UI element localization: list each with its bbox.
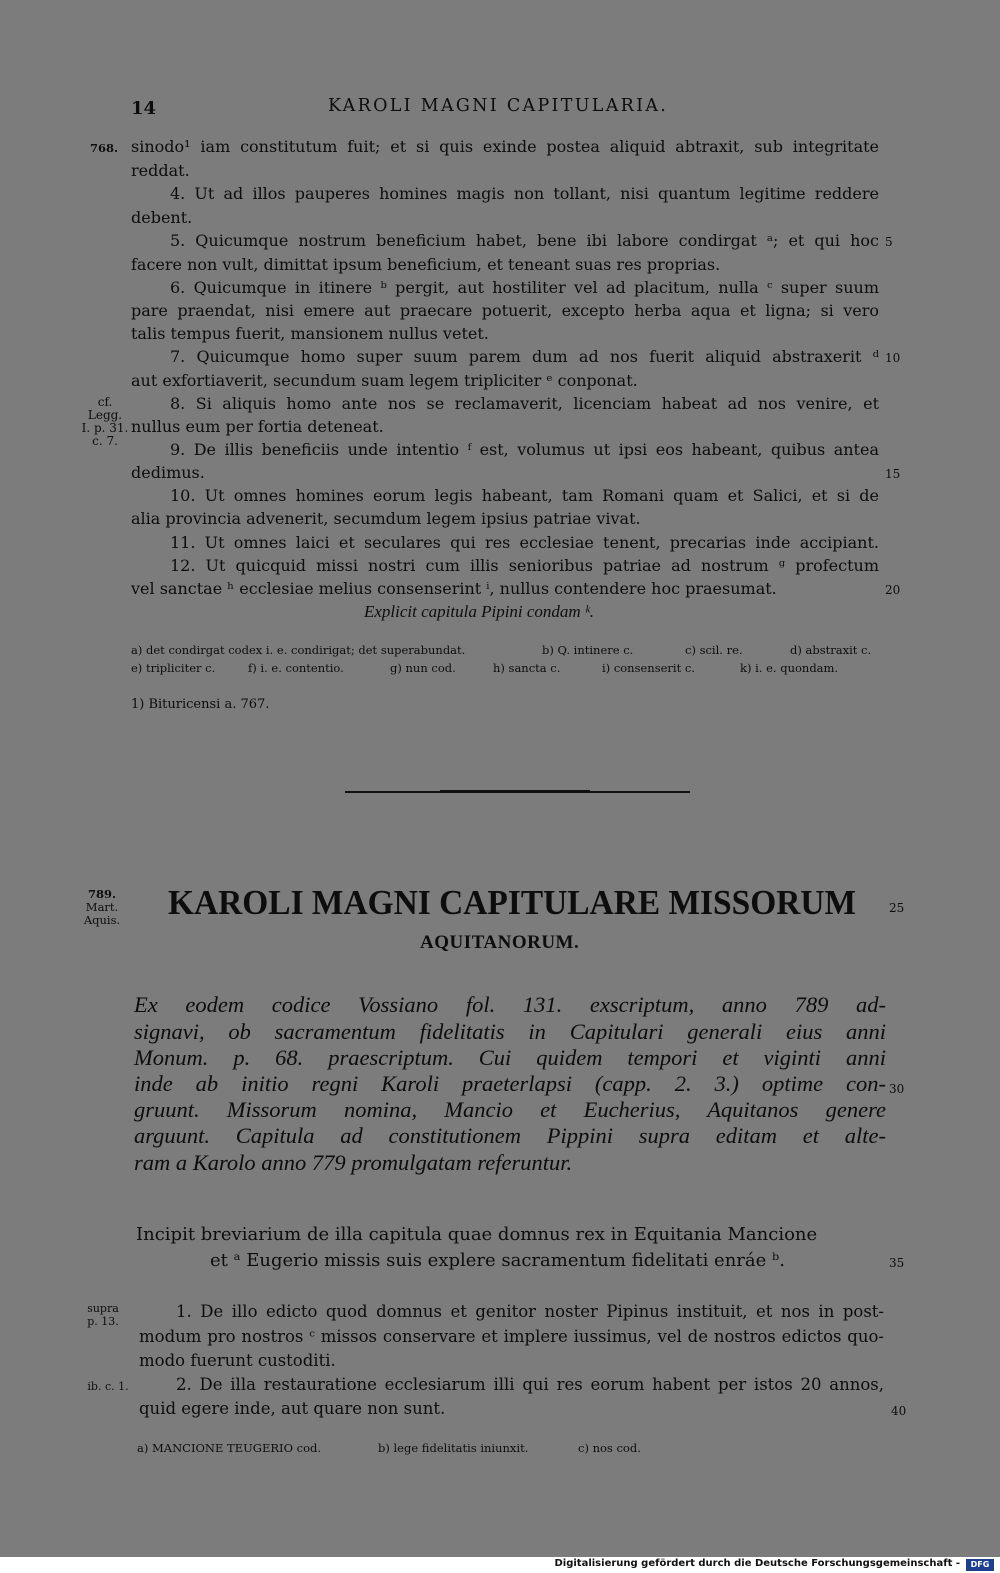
page-number: 14 <box>131 98 157 119</box>
chapter-line: quid egere inde, aut quare non sunt. <box>139 1399 446 1418</box>
text-line: debent. <box>131 208 193 227</box>
line-number: 5 <box>885 235 893 249</box>
text-line: 10. Ut omnes homines eorum legis habeant, tam Romani quam et Salici, et si de <box>170 486 879 505</box>
intro-line: ram a Karolo anno 779 promulgatam referuntur. <box>134 1150 573 1175</box>
text-line: nullus eum per fortia deteneat. <box>131 417 384 436</box>
text-line: 5. Quicumque nostrum beneficium habet, bene ibi labore condirgat ᵃ; et qui hoc <box>170 231 879 250</box>
intro-line: Monum. p. 68. praescriptum. Cui quidem tempori et viginti anni <box>134 1045 886 1070</box>
chapter-line: 2. De illa restauratione ecclesiarum illi qui res eorum habent per istos 20 annos, <box>176 1375 884 1394</box>
line-number: 10 <box>885 351 901 365</box>
section-subtitle: AQUITANORUM. <box>420 932 580 953</box>
text-line: pare praendat, nisi emere aut praecare potuerit, excepto herba aqua et ligna; si vero <box>131 301 879 320</box>
line-number: 30 <box>889 1082 905 1096</box>
dfg-logo: DFG <box>966 1559 994 1571</box>
footnote: k) i. e. quondam. <box>740 661 839 675</box>
running-title: KAROLI MAGNI CAPITULARIA. <box>328 96 669 116</box>
intro-line: signavi, ob sacramentum fidelitatis in Capitulari generali eius anni <box>134 1019 886 1044</box>
text-line: 7. Quicumque homo super suum parem dum ad nos fuerit aliquid abstraxerit ᵈ <box>170 347 879 366</box>
line-number: 20 <box>885 583 901 597</box>
section-title: KAROLI MAGNI CAPITULARE MISSORUM <box>168 883 857 922</box>
line-number: 25 <box>889 901 905 915</box>
text-line: 8. Si aliquis homo ante nos se reclamaverit, licenciam habeat ad nos venire, et <box>170 394 879 413</box>
text-line: dedimus. <box>131 463 205 482</box>
line-number: 35 <box>889 1256 905 1270</box>
text-line: 9. De illis beneficiis unde intentio ᶠ est, volumus ut ipsi eos habeant, quibus antea <box>170 440 879 459</box>
text-line: 6. Quicumque in itinere ᵇ pergit, aut hostiliter vel ad placitum, nulla ᶜ super suum <box>170 278 879 297</box>
chapter-margin-note: supra p. 13. <box>87 1302 119 1328</box>
intro-line: gruunt. Missorum nomina, Mancio et Eucherius, Aquitanos genere <box>134 1097 886 1122</box>
footnote: e) tripliciter c. <box>131 661 216 675</box>
footnote: g) nun cod. <box>390 661 456 675</box>
text-line: 11. Ut omnes laici et seculares qui res ecclesiae tenent, precarias inde accipiant. <box>170 533 879 552</box>
year-margin: 768. <box>90 141 119 155</box>
footer-bar <box>0 1557 1000 1573</box>
footnote: c) scil. re. <box>685 643 743 657</box>
margin-note: 789. Mart. Aquis. <box>83 887 121 927</box>
explicit-line: Explicit capitula Pipini condam ᵏ. <box>364 602 594 621</box>
text-line: sinodo¹ iam constitutum fuit; et si quis exinde postea aliquid abtraxit, sub integritate <box>131 137 879 156</box>
footnote: i) consenserit c. <box>602 661 695 675</box>
line-number: 15 <box>885 467 901 481</box>
text-line: facere non vult, dimittat ipsum beneficium, et teneant suas res proprias. <box>131 255 721 274</box>
footnote: f) i. e. contentio. <box>248 661 344 675</box>
chapter-line: 1. De illo edicto quod domnus et genitor noster Pipinus instituit, et nos in post- <box>176 1302 884 1321</box>
footnote: b) lege fidelitatis iniunxit. <box>378 1441 529 1455</box>
footnote: b) Q. intinere c. <box>542 643 634 657</box>
footnote: h) sancta c. <box>493 661 561 675</box>
footnote: a) det condirgat codex i. e. condirigat; det superabundat. <box>131 643 466 657</box>
text-line: aut exfortiaverit, secundum suam legem tripliciter ᵉ conponat. <box>131 371 638 390</box>
text-line: alia provincia advenerit, secumdum legem ipsius patriae vivat. <box>131 509 641 528</box>
incipit-line: Incipit breviarium de illa capitula quae domnus rex in Equitania Mancione <box>136 1224 818 1245</box>
footnote: a) MANCIONE TEUGERIO cod. <box>137 1441 322 1455</box>
incipit-line: et ᵃ Eugerio missis suis explere sacramentum fidelitati enráe ᵇ. <box>210 1250 785 1271</box>
chapter-margin-note: ib. c. 1. <box>87 1380 129 1393</box>
intro-line: arguunt. Capitula ad constitutionem Pippini supra editam et alte- <box>134 1123 886 1148</box>
section-divider-bold <box>440 790 590 793</box>
funding-credit: Digitalisierung gefördert durch die Deutsche Forschungsgemeinschaft - <box>554 1558 960 1569</box>
margin-note: cf. Legg. I. p. 31. c. 7. <box>81 395 129 448</box>
text-line: 4. Ut ad illos pauperes homines magis non tollant, nisi quantum legitime reddere <box>170 184 879 203</box>
footnote: d) abstraxit c. <box>790 643 872 657</box>
footnote: c) nos cod. <box>578 1441 641 1455</box>
chapter-line: modo fuerunt custoditi. <box>139 1351 336 1370</box>
intro-line: Ex eodem codice Vossiano fol. 131. exscriptum, anno 789 ad- <box>134 992 886 1017</box>
text-line: vel sanctae ʰ ecclesiae melius consenserint ⁱ, nullus contendere hoc praesumat. <box>131 579 777 598</box>
line-number: 40 <box>891 1404 907 1418</box>
text-line: 12. Ut quicquid missi nostri cum illis senioribus patriae ad nostrum ᵍ profectum <box>170 556 879 575</box>
text-line: reddat. <box>131 161 190 180</box>
text-line: talis tempus fuerit, mansionem nullus vetet. <box>131 324 489 343</box>
source-note: 1) Bituricensi a. 767. <box>131 697 270 712</box>
intro-line: inde ab initio regni Karoli praeterlapsi (capp. 2. 3.) optime con- <box>134 1071 886 1096</box>
chapter-line: modum pro nostros ᶜ missos conservare et implere iussimus, vel de nostros edictos quo- <box>139 1327 884 1346</box>
